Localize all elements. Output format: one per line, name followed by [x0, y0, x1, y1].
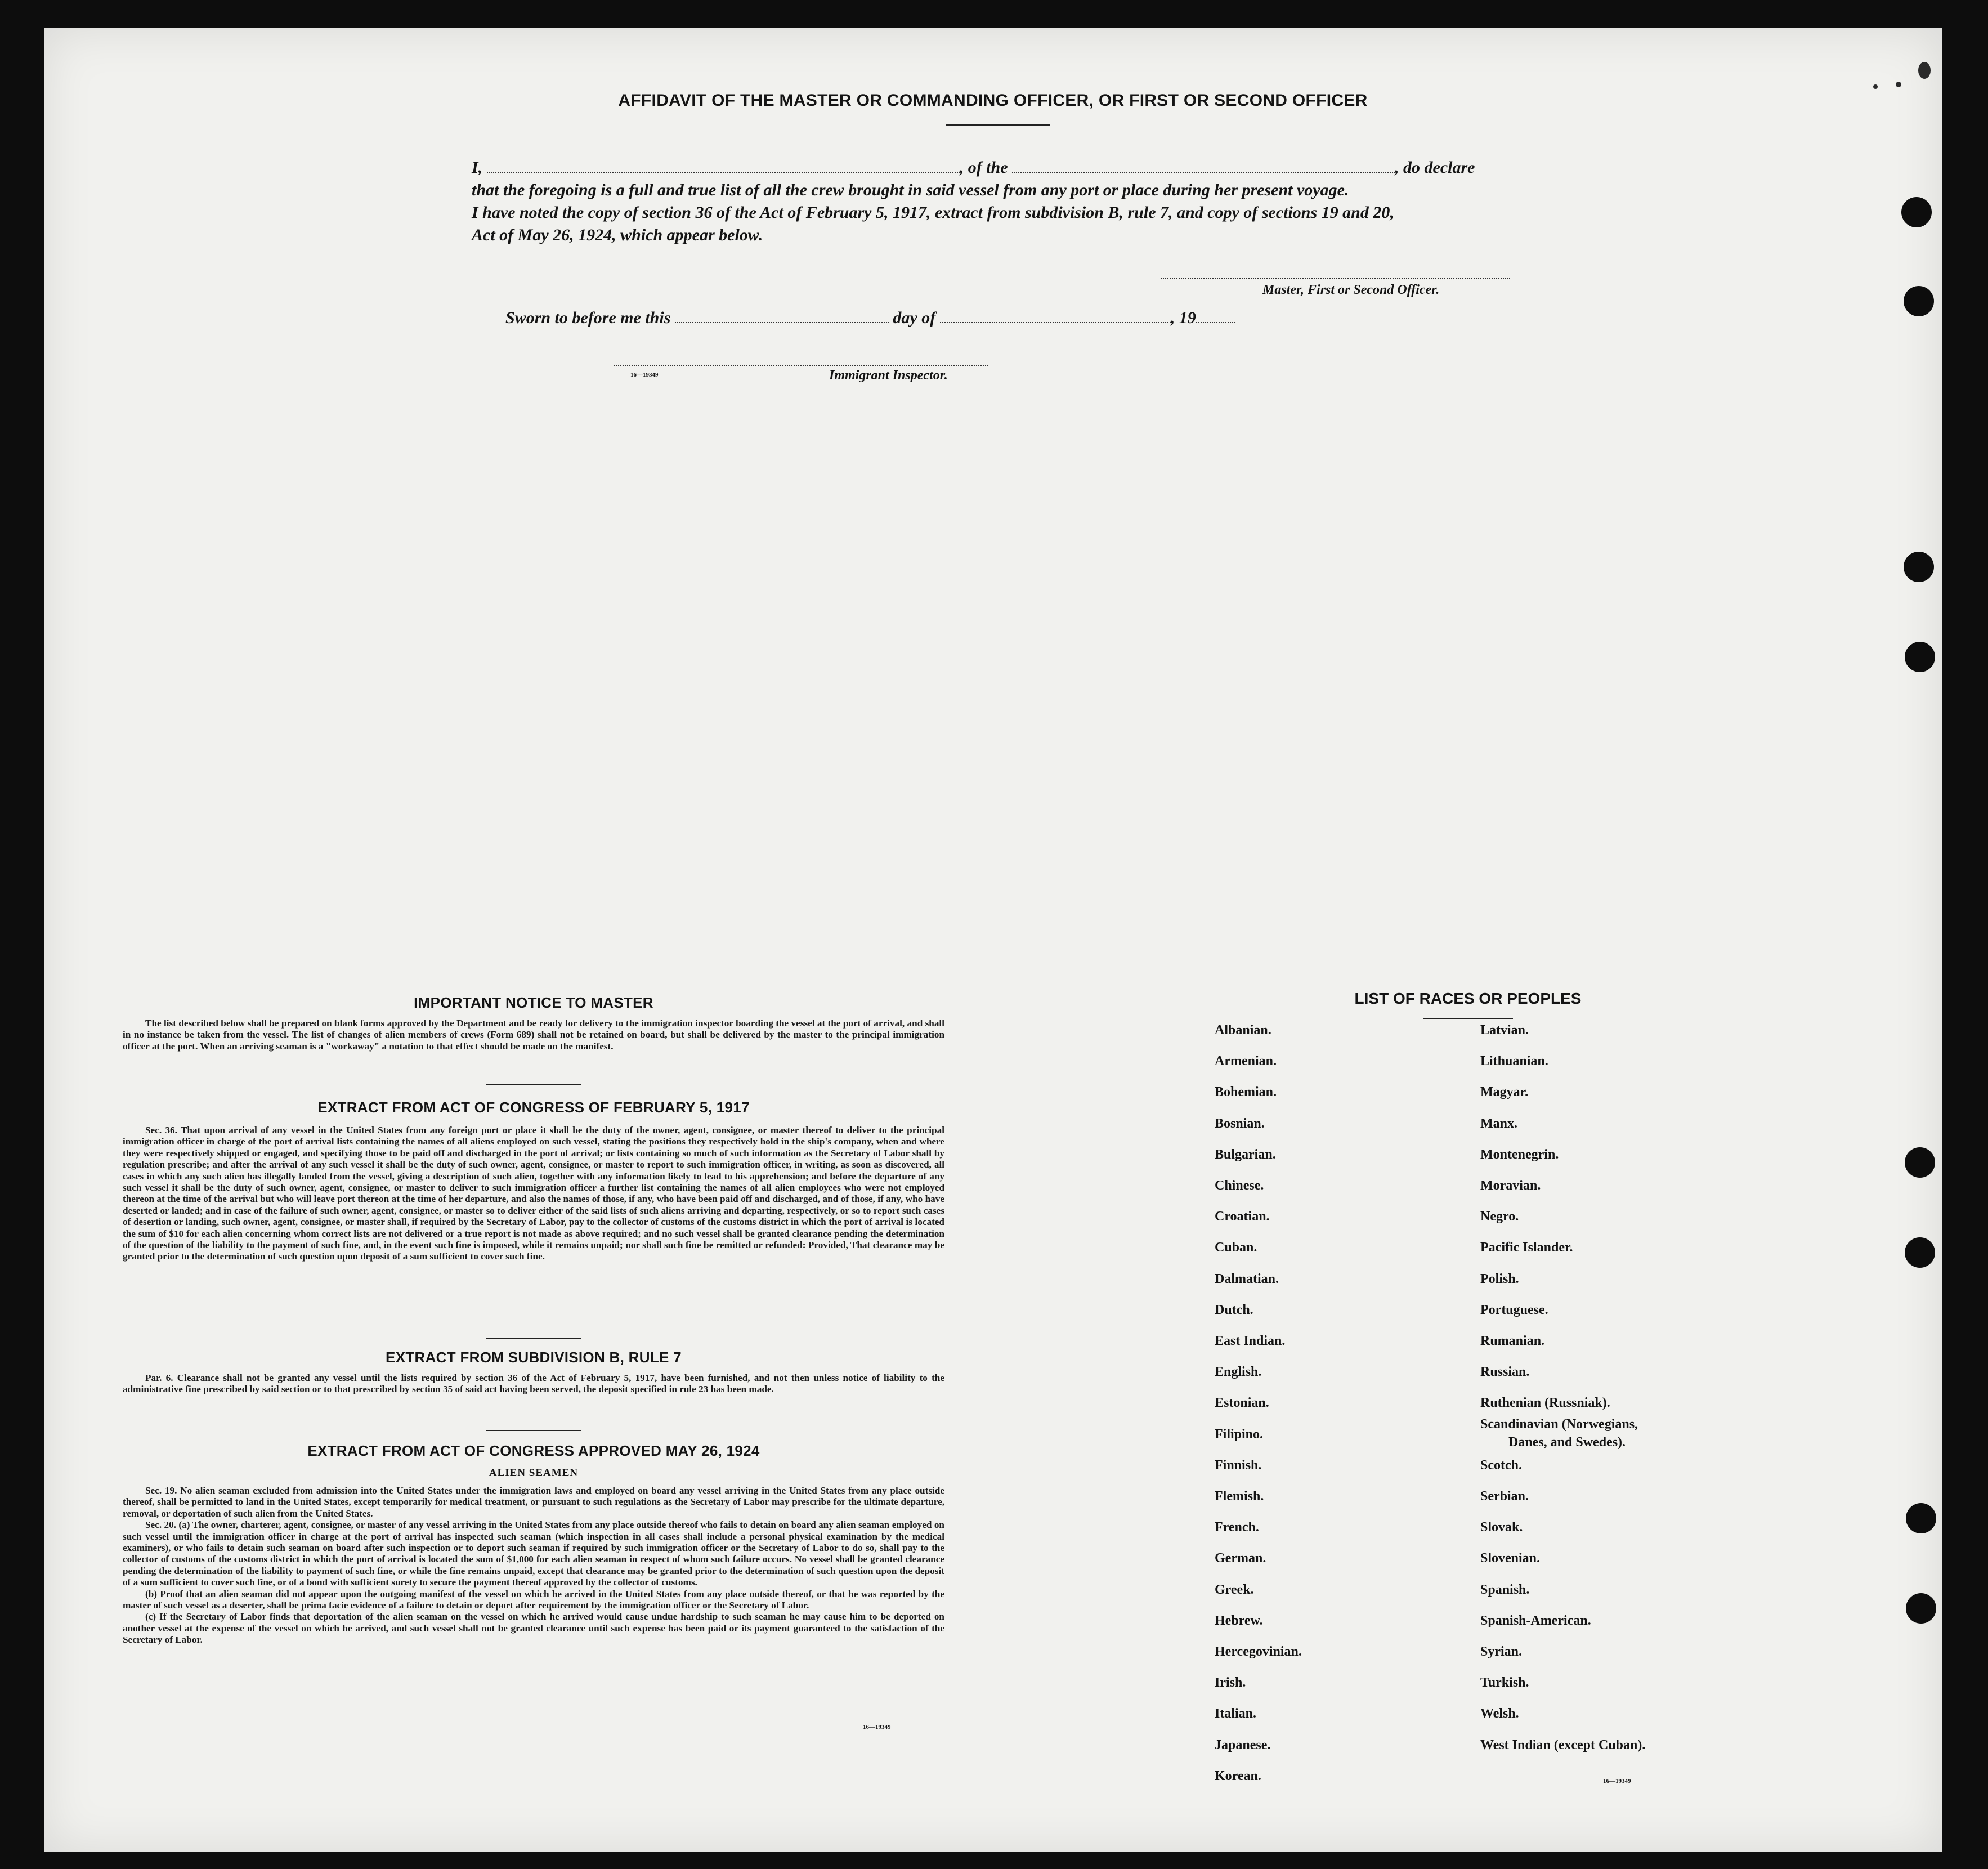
race-item: Irish. — [1215, 1675, 1246, 1691]
document-page — [44, 28, 1942, 1852]
affidavit-title: AFFIDAVIT OF THE MASTER OR COMMANDING OFFICER, OR FIRST OR SECOND OFFICER — [618, 91, 1368, 110]
race-item: Serbian. — [1480, 1489, 1529, 1504]
race-item: Negro. — [1480, 1209, 1519, 1224]
sworn-day-field[interactable] — [675, 308, 889, 323]
inspector-signature-line[interactable] — [614, 365, 988, 366]
sec-20b-paragraph: (b) Proof that an alien seaman did not appear upon the outgoing manifest of the vessel on which he arrived in the United States from any place outside thereof, or that he was reported by the master of such vessel as a deserter, shall be prima facie evidence of a failure to detain or deport after requirement by the immigration officer or the Secretary of Labor. — [123, 1588, 944, 1611]
affidavit-form-number: 16—19349 — [630, 372, 659, 378]
affidavit-line-3: I have noted the copy of section 36 of the Act of February 5, 1917, extract from subdivision B, rule 7, and copy of sections 19 and 20, — [472, 203, 1394, 222]
ink-speck — [1873, 84, 1878, 89]
affidavit-line-1 — [472, 157, 1597, 179]
affidavit-line-2: that the foregoing is a full and true list of all the crew brought in said vessel from any port or place during her present voyage. — [472, 181, 1349, 199]
sworn-label: Sworn to before me this — [505, 308, 671, 327]
title-rule — [946, 124, 1050, 126]
race-item: Italian. — [1215, 1706, 1257, 1722]
race-item: Flemish. — [1215, 1489, 1264, 1504]
sworn-line — [505, 307, 1631, 329]
races-title: LIST OF RACES OR PEOPLES — [1354, 990, 1582, 1007]
race-item: Latvian. — [1480, 1023, 1529, 1038]
race-item: Lithuanian. — [1480, 1054, 1548, 1069]
race-item: Finnish. — [1215, 1457, 1262, 1473]
race-item: Filipino. — [1215, 1427, 1264, 1442]
section-rule — [486, 1084, 581, 1085]
race-item: Spanish-American. — [1480, 1613, 1591, 1628]
race-item: Scotch. — [1480, 1457, 1522, 1473]
race-item: Bohemian. — [1215, 1085, 1277, 1100]
master-signature-line[interactable] — [1161, 278, 1510, 279]
race-item: Japanese. — [1215, 1737, 1271, 1752]
sec-20c-paragraph: (c) If the Secretary of Labor finds that deportation of the alien seaman on the vessel on which he arrived would cause undue hardship to such seaman he may cause him to be deported on another vessel at the expense of the vessel on which he arrived, and such vessel shall not be granted clearance until such expense has been paid or its payment guaranteed to the satisfaction of the Secretary of Labor. — [123, 1611, 944, 1646]
race-item: Hercegovinian. — [1215, 1644, 1302, 1659]
race-item: Magyar. — [1480, 1085, 1529, 1100]
race-item: German. — [1215, 1551, 1266, 1566]
notice-text — [123, 1018, 944, 1052]
section-rule — [486, 1430, 581, 1431]
race-item: East Indian. — [1215, 1334, 1286, 1348]
affidavit-line-4: Act of May 26, 1924, which appear below. — [472, 226, 763, 244]
day-of-label: day of — [893, 308, 936, 327]
race-item: Bulgarian. — [1215, 1147, 1276, 1162]
race-item: Rumanian. — [1480, 1334, 1545, 1348]
ink-speck — [1918, 62, 1931, 79]
notice-paragraph: The list described below shall be prepared on blank forms approved by the Department and be ready for delivery to the immigration inspector boarding the vessel at the port of arrival, and shall in no instance be taken from the vessel. The list of changes of alien members of crews (Form 689) shall not be retained on board, but shall be delivered by the master to the principal immigration officer at the port. When an arriving seaman is a "workaway" a notation to that effect should be made on the manifest. — [123, 1018, 944, 1052]
race-item: Slovenian. — [1480, 1551, 1541, 1566]
race-item: Chinese. — [1215, 1178, 1264, 1193]
race-item: Portuguese. — [1480, 1302, 1548, 1317]
race-item: Danes, and Swedes). — [1508, 1434, 1626, 1450]
extract-1924-text — [123, 1485, 944, 1646]
race-item: Turkish. — [1480, 1675, 1529, 1691]
race-item: Albanian. — [1215, 1023, 1271, 1038]
race-item: Greek. — [1215, 1582, 1254, 1597]
name-field[interactable] — [487, 158, 960, 173]
race-item: Scandinavian (Norwegians, — [1480, 1416, 1638, 1432]
binder-hole — [1905, 642, 1935, 672]
race-item: Slovak. — [1480, 1520, 1523, 1535]
notice-title: IMPORTANT NOTICE TO MASTER — [414, 994, 653, 1011]
sworn-month-field[interactable] — [940, 308, 1171, 323]
race-item: Manx. — [1480, 1116, 1517, 1131]
race-item: Korean. — [1215, 1768, 1261, 1783]
race-item: Estonian. — [1215, 1396, 1269, 1411]
race-item: Bosnian. — [1215, 1116, 1265, 1131]
races-rule — [1423, 1018, 1513, 1019]
ink-speck — [1896, 82, 1901, 87]
binder-hole — [1905, 1147, 1935, 1178]
sworn-year-field[interactable] — [1196, 308, 1235, 323]
race-item: West Indian (except Cuban). — [1480, 1737, 1646, 1752]
race-item: Syrian. — [1480, 1644, 1523, 1659]
race-item: Ruthenian (Russniak). — [1480, 1396, 1610, 1411]
alien-seamen-subtitle: ALIEN SEAMEN — [489, 1467, 579, 1479]
sec-20a-paragraph: Sec. 20. (a) The owner, charterer, agent, consignee, or master of any vessel arriving in the United States from any place outside thereof who fails to detain on board any alien seaman employed on such vessel until the immigration officer in charge at the port of arrival has inspected such seaman (which inspection in all cases shall include a personal physical examination by the medical examiners), or who fails to detain such seaman on board after such inspection or to deport such seaman if required by such immigration officer or the Secretary of Labor to do so, shall pay to the collector of customs of the customs district in which the port of arrival is located the sum of $1,000 for each alien seaman in respect of whom such failure occurs. No vessel shall be granted clearance pending the determination of the liability to payment of such fine, or while the fine remains unpaid, except that clearance may be granted prior to the determination of such question upon the deposit of a sum sufficient to cover such fine, or of a bond with sufficient surety to secure the payment thereof approved by the collector of customs. — [123, 1519, 944, 1588]
race-item: French. — [1215, 1520, 1259, 1535]
race-item: Welsh. — [1480, 1706, 1519, 1722]
affidavit-of-label: , of the — [959, 158, 1008, 177]
races-form-number: 16—19349 — [1603, 1778, 1631, 1785]
extract-rule7-text — [123, 1372, 944, 1396]
race-item: Montenegrin. — [1480, 1147, 1559, 1162]
section-rule — [486, 1338, 581, 1339]
binder-hole — [1906, 1593, 1936, 1624]
race-item: English. — [1215, 1365, 1262, 1380]
race-item: Moravian. — [1480, 1178, 1541, 1193]
binder-hole — [1901, 197, 1932, 227]
race-item: Spanish. — [1480, 1582, 1530, 1597]
race-item: Croatian. — [1215, 1209, 1270, 1224]
extract-1924-title: EXTRACT FROM ACT OF CONGRESS APPROVED MAY 26, 1924 — [307, 1442, 760, 1459]
extract-1917-title: EXTRACT FROM ACT OF CONGRESS OF FEBRUARY 5, 1917 — [317, 1099, 750, 1116]
extract-rule7-title: EXTRACT FROM SUBDIVISION B, RULE 7 — [386, 1349, 682, 1366]
race-item: Russian. — [1480, 1365, 1530, 1380]
affidavit-i-label: I, — [472, 158, 483, 177]
race-item: Hebrew. — [1215, 1613, 1263, 1628]
extract-form-number: 16—19349 — [863, 1724, 891, 1731]
race-item: Polish. — [1480, 1271, 1519, 1286]
binder-hole — [1904, 286, 1934, 316]
vessel-field[interactable] — [1012, 158, 1395, 173]
race-item: Dalmatian. — [1215, 1271, 1279, 1286]
race-item: Pacific Islander. — [1480, 1240, 1573, 1255]
sec-36-paragraph: Sec. 36. That upon arrival of any vessel in the United States from any foreign port or place it shall be the duty of the owner, agent, consignee, or master thereof to deliver to the principal immigration officer in charge of the port of arrival lists containing the names of all aliens employed on such vessel, stating the positions they respectively hold in the ship's company, when and where they were respectively shipped or engaged, and specifying those to be paid off and discharged in the port of arrival; or lists containing so much of such information as the Secretary of Labor shall by regulation prescribe; and after the arrival of any such vessel it shall be the duty of such owner, agent, consignee, or master to report to such immigration officer, in writing, as soon as discovered, all cases in which any such alien has illegally landed from the vessel, giving a description of such alien, together with any information likely to lead to his apprehension; and before the departure of any such vessel it shall be the duty of such owner, agent, consignee, or master to deliver to such immigration officer a further list containing the names of all alien employees who were not employed thereon at the time of the arrival but who will leave port thereon at the time of her departure, and also the names of those, if any, who have been paid off and discharged, and of those, if any, who have deserted or landed; and in case of the failure of such owner, agent, consignee, or master so to deliver either of the said lists of such aliens arriving and departing, respectively, or so to report such cases of desertion or landing, such owner, agent, consignee, or master shall, if required by the Secretary of Labor, pay to the collector of customs of the customs district in which the port of arrival is located the sum of $10 for each alien concerning whom correct lists are not delivered or a true report is not made as above required; and no such vessel shall be granted clearance pending the determination of the question of the liability to the payment of such fine, and, in the event such fine is imposed, while it remains unpaid; nor shall such fine be remitted or refunded: Provided, That clearance may be granted prior to the determination of such question upon deposit of a sum sufficient to cover such fine. — [123, 1125, 944, 1262]
affidavit-declare-label: , do declare — [1395, 158, 1475, 177]
extract-1917-text — [123, 1125, 944, 1263]
inspector-label: Immigrant Inspector. — [829, 368, 948, 383]
binder-hole — [1906, 1503, 1936, 1533]
race-item: Cuban. — [1215, 1240, 1257, 1255]
year-prefix-label: , 19 — [1170, 308, 1196, 327]
master-signature-label: Master, First or Second Officer. — [1262, 283, 1440, 297]
binder-hole — [1905, 1237, 1935, 1268]
race-item: Armenian. — [1215, 1054, 1277, 1069]
binder-hole — [1904, 552, 1934, 582]
race-item: Dutch. — [1215, 1302, 1253, 1317]
sec-19-paragraph: Sec. 19. No alien seaman excluded from admission into the United States under the immigration laws and employed on board any vessel arriving in the United States from any place outside thereof, shall be permitted to land in the United States, except temporarily for medical treatment, or pursuant to such regulations as the Secretary of Labor may prescribe for the ultimate departure, removal, or deportation of such alien from the United States. — [123, 1485, 944, 1519]
par-6-paragraph: Par. 6. Clearance shall not be granted any vessel until the lists required by section 36 of the Act of February 5, 1917, have been furnished, and not then unless notice of liability to the administrative fine prescribed by said section or to that prescribed by section 35 of said act having been served, the deposit specified in rule 23 has been made. — [123, 1372, 944, 1395]
